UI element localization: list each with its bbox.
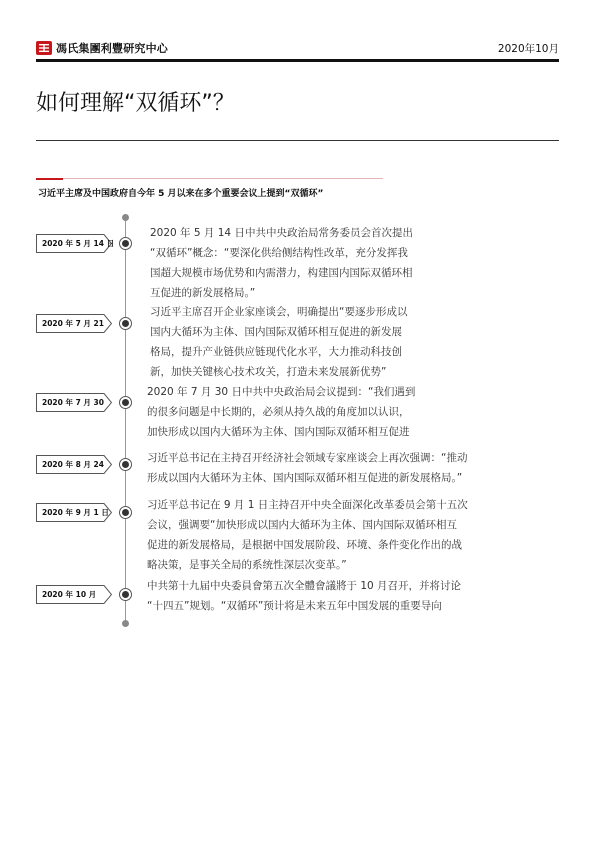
timeline-node xyxy=(119,506,132,519)
org-name: 馮氏集團利豐研究中心 xyxy=(56,42,168,55)
timeline-entry-text: 习近平总书记在主持召开经济社会领域专家座谈会上再次强调：“推动 形成以国内大循环为主体、国内国际双循环相互促进的新发展格局。” xyxy=(147,452,468,484)
timeline-node xyxy=(119,396,132,409)
timeline-date: 2020 年 5 月 14 日 xyxy=(42,239,115,248)
header-divider xyxy=(36,59,559,62)
title-divider xyxy=(36,140,559,141)
timeline-node xyxy=(119,588,132,601)
org-logo xyxy=(36,40,168,56)
section-accent-bar xyxy=(36,178,63,180)
page-header xyxy=(36,38,559,60)
timeline-entry-text: 2020 年 7 月 30 日中共中央政治局会议提到：“我们遇到 的很多问题是中长期的，必须从持久战的角度加以认识， 加快形成以国内大循环为主体、国内国际双循环相互促进 xyxy=(147,386,416,438)
section-title: 习近平主席及中国政府自今年 5 月以来在多个重要会议上提到“双循环” xyxy=(38,189,324,199)
timeline-entry-text: 习近平总书记在 9 月 1 日主持召开中央全面深化改革委员会第十五次 会议，强调要“加快形成以国内大循环为主体、国内国际双循环相互 促进的新发展格局，是根据中国发展阶段、环境、条件变化作出的战 略决策，是事关全局的系统性深层次变革。” xyxy=(147,499,468,571)
timeline-date: 2020 年 10 月 xyxy=(42,590,97,599)
timeline-date: 2020 年 7 月 30 xyxy=(42,398,104,407)
timeline-entry-text: 2020 年 5 月 14 日中共中央政治局常务委员会首次提出 “双循环”概念：“要深化供给侧结构性改革，充分发挥我 国超大规模市场优势和内需潜力，构建国内国际双循环相 互促进的新发展格局。” xyxy=(150,227,413,299)
timeline-date: 2020 年 9 月 1 日 xyxy=(42,508,109,517)
timeline-axis xyxy=(125,218,126,622)
section-accent-line xyxy=(63,178,383,179)
fung-group-logo-icon xyxy=(36,41,52,55)
timeline-node xyxy=(119,458,132,471)
timeline-entry-text: 中共第十九届中央委員會第五次全體會議將于 10 月召开，并将讨论 “十四五”规划。“双循环”预计将是未来五年中国发展的重要导向 xyxy=(147,580,462,612)
timeline-end-dot xyxy=(122,620,129,627)
timeline-start-dot xyxy=(122,214,129,221)
page-title: 如何理解“双循环”？ xyxy=(36,91,235,116)
timeline-entry-text: 习近平主席召开企业家座谈会，明确提出“要逐步形成以 国内大循环为主体、国内国际双循环相互促进的新发展 格局，提升产业链供应链现代化水平，大力推动科技创 新，加快关键核心技术攻关，打造未来发展新优势” xyxy=(150,306,408,378)
timeline-date: 2020 年 8 月 24 xyxy=(42,460,104,469)
timeline-node xyxy=(119,237,132,250)
report-date: 2020年10月 xyxy=(497,43,559,55)
timeline-node xyxy=(119,317,132,330)
timeline-date: 2020 年 7 月 21 xyxy=(42,319,104,328)
